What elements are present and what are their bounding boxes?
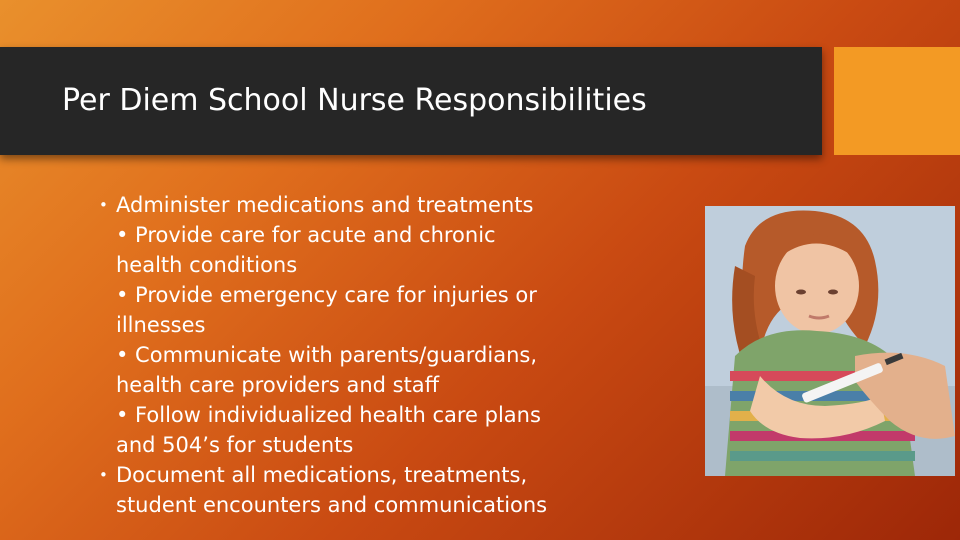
photo-illustration xyxy=(705,206,955,476)
slide-title: Per Diem School Nurse Responsibilities xyxy=(62,83,647,118)
bullet-list xyxy=(99,190,669,520)
child-injection-photo xyxy=(705,206,955,476)
sub-bullet-text: illnesses xyxy=(116,313,206,337)
accent-square xyxy=(834,47,960,155)
sub-bullet-text: • Communicate with parents/guardians, xyxy=(116,343,537,367)
sub-bullet-text: and 504’s for students xyxy=(116,433,354,457)
bullet-text: Document all medications, treatments, xyxy=(116,463,528,487)
sub-bullet-text: • Follow individualized health care plans xyxy=(116,403,541,427)
sub-bullet-text: health conditions xyxy=(116,253,298,277)
bullet-text: Administer medications and treatments xyxy=(116,193,534,217)
title-bar xyxy=(0,47,822,155)
bullet-continuation-text: student encounters and communications xyxy=(116,493,548,517)
bullet-item xyxy=(99,190,669,220)
sub-bullet-text: • Provide emergency care for injuries or xyxy=(116,283,537,307)
bullet-icon: • xyxy=(99,466,108,484)
bullet-item xyxy=(99,460,669,490)
sub-bullet-text: health care providers and staff xyxy=(116,373,440,397)
sub-bullet-text: • Provide care for acute and chronic xyxy=(116,223,496,247)
bullet-icon: • xyxy=(99,196,108,214)
